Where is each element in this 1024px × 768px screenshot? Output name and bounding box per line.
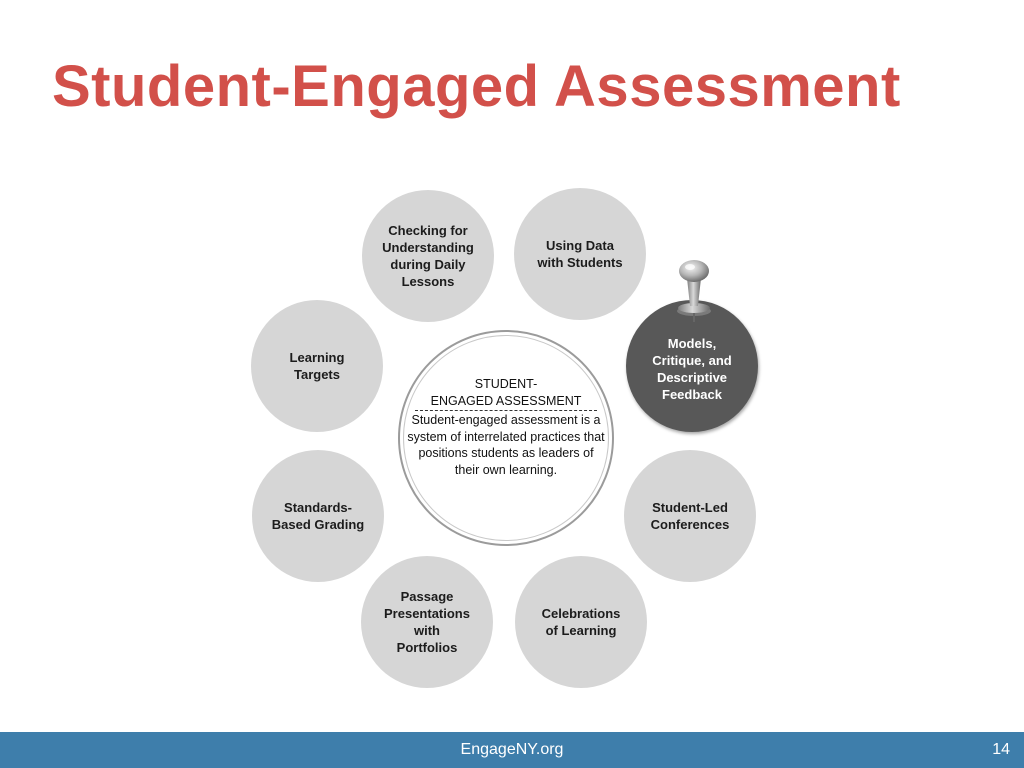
practice-passage-presentations [361,556,493,688]
page-number: 14 [992,741,1010,758]
footer-site: EngageNY.org [460,741,564,758]
center-divider [415,410,597,411]
slide-title: Student-Engaged Assessment [52,54,901,119]
practice-using-data-with-students [514,188,646,320]
practice-label: Checking for Understanding during Daily Lessons [382,223,474,289]
practice-label: Models, Critique, and Descriptive Feedback [652,336,732,402]
practice-standards-based-grading [252,450,384,582]
practice-label: Student-Led Conferences [650,500,730,532]
practice-label: Standards- Based Grading [271,500,365,532]
practice-student-led-conferences [624,450,756,582]
center-heading-line2: ENGAGED ASSESSMENT [430,393,582,408]
practice-checking-for-understanding [362,190,494,322]
footer-bar [0,732,1024,768]
practice-label: Celebrations of Learning [541,606,621,638]
practice-learning-targets [251,300,383,432]
practice-celebrations-of-learning [515,556,647,688]
practice-label: Passage Presentations with Portfolios [384,589,470,655]
practice-label: Using Data with Students [537,238,623,270]
center-heading-line1: STUDENT- [474,377,538,391]
center-description: Student-engaged assessment is a system of interrelated practices that positions students as leaders of their own learning. [407,413,605,477]
center-text [406,376,606,478]
pushpin-icon [664,256,724,326]
practice-label: Learning Targets [289,350,345,382]
